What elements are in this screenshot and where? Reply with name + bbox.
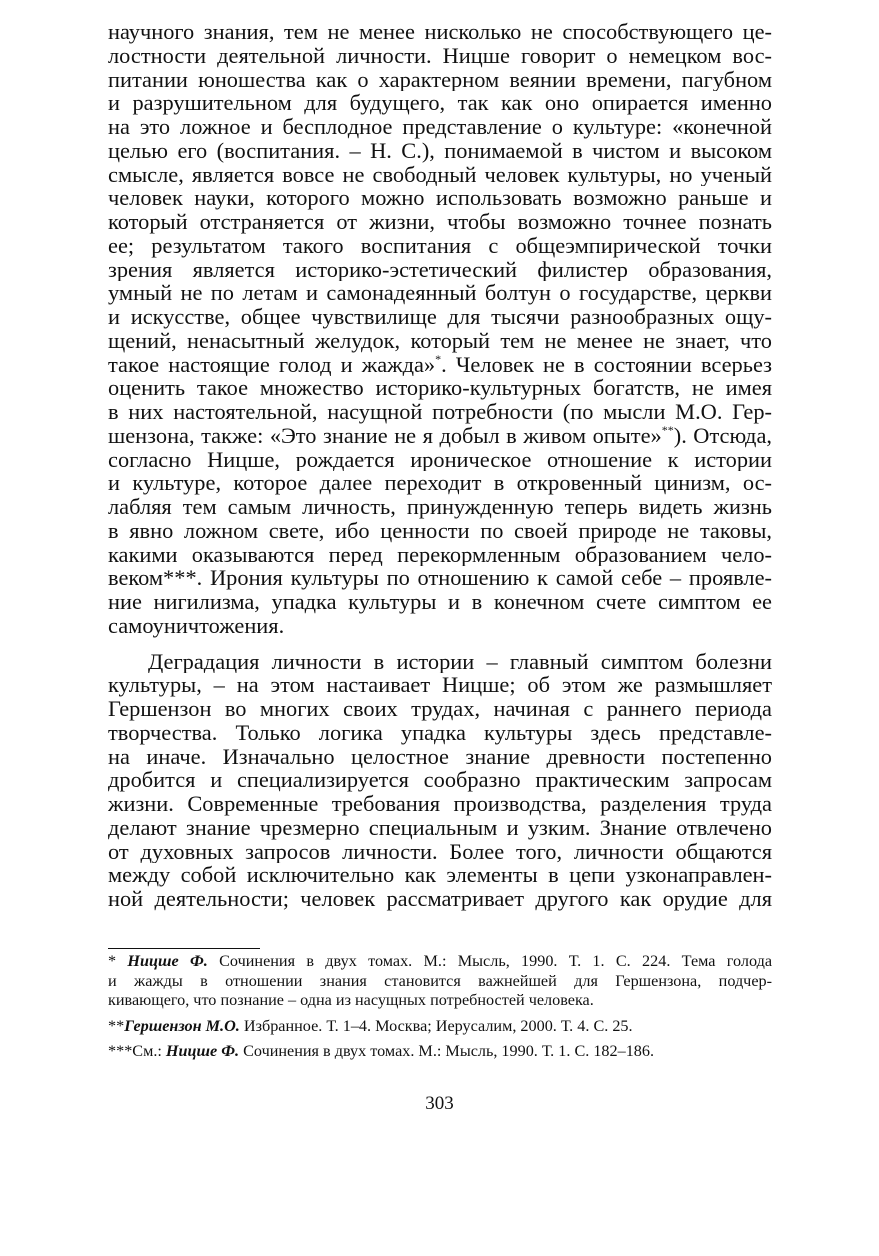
text-line: ее; результатом такого воспитания с общеэмпирической точки	[108, 233, 772, 258]
text-line: такое настоящие голод и жажда»*. Человек не в состоянии всерьез	[108, 352, 772, 377]
footnote-mark: *	[108, 952, 117, 970]
footnote-text: Сочинения в двух томах. М.: Мысль, 1990. Т. 1. С. 182–186.	[239, 1042, 655, 1060]
text-line: в явно ложном свете, ибо ценности по своей природе не таковы,	[108, 518, 772, 543]
footnote-rule	[108, 948, 260, 949]
text-line: культуры, – на этом настаивает Ницше; об этом же размышляет	[108, 673, 772, 697]
footnote-author: Ницше Ф.	[127, 952, 208, 970]
text-line: на это ложное и бесплодное представление о культуре: «конечной	[108, 115, 772, 139]
page-number: 303	[425, 1093, 454, 1114]
text-line: лабляя тем самым личность, принужденную теперь видеть жизнь	[108, 495, 772, 519]
footnote-author: Гершензон М.О.	[124, 1016, 240, 1035]
text-line: какими оказываются перед перекормленным образованием чело-	[108, 542, 772, 567]
text-line: оценить такое множество историко-культурных богатств, не имея	[108, 376, 772, 400]
footnote-mark: ***	[108, 1042, 133, 1060]
footnote-prefix: См.:	[132, 1042, 166, 1060]
text-line: веком***. Ирония культуры по отношению к самой себе – проявле-	[108, 566, 772, 590]
footnote-1	[108, 952, 772, 1011]
footnote-3	[108, 1042, 772, 1062]
footnote-ref: **	[661, 423, 674, 437]
footnote-line	[108, 1017, 772, 1037]
text-line: между собой исключительно как элементы в цепи узконаправлен-	[108, 863, 772, 887]
text-line: в них настоятельной, насущной потребности (по мысли М.О. Гер-	[108, 400, 772, 424]
text-line: человек науки, которого можно использовать возможно раньше и	[108, 186, 772, 210]
text-line: от духовных запросов личности. Более того, личности общаются	[108, 839, 772, 864]
footnote-line: и жажды в отношении знания становится важнейшей для Гершензона, подчер-	[108, 971, 772, 990]
text-line: и искусстве, общее чувствилище для тысячи разнообразных ощу-	[108, 305, 772, 329]
footnote-line	[108, 952, 772, 972]
footnote-author: Ницше Ф.	[165, 1042, 240, 1060]
text-line: зрения является историко-эстетический филистер образования,	[108, 257, 772, 282]
text-line: на иначе. Изначально целостное знание древности постепенно	[108, 744, 772, 769]
footnote-text: Избранное. Т. 1–4. Москва; Иерусалим, 2000. Т. 4. С. 25.	[239, 1016, 633, 1035]
footnote-line	[108, 1042, 772, 1062]
text-line: Деградация личности в истории – главный симптом болезни	[148, 649, 772, 674]
footnotes	[108, 952, 772, 1068]
footnote-mark: **	[108, 1016, 125, 1035]
main-text	[108, 20, 772, 911]
text-line: ной деятельности; человек рассматривает другого как орудие для	[108, 887, 772, 911]
text-line: творчества. Только логика упадка культуры здесь представле-	[108, 720, 772, 745]
text-line: научного знания, тем не менее нисколько не способствующего це-	[108, 20, 772, 44]
text-line: шензона, также: «Это знание не я добыл в живом опыте»**). Отсюда,	[108, 423, 772, 448]
text-line: смысле, является вовсе не свободный человек культуры, но ученый	[108, 162, 772, 187]
text-line: лостности деятельной личности. Ницше говорит о немецком вос-	[108, 43, 772, 68]
text-line: жизни. Современные требования производства, разделения труда	[108, 792, 772, 816]
text-line: умный не по летам и самонадеянный болтун о государстве, церкви	[108, 281, 772, 305]
text-line: дробится и специализируется сообразно практическим запросам	[108, 768, 772, 792]
footnote-line: кивающего, что познание – одна из насущных потребностей человека.	[108, 991, 594, 1009]
text-line: делают знание чрезмерно специальным и узким. Знание отвлечено	[108, 815, 772, 840]
text-line: Гершензон во многих своих трудах, начиная с раннего периода	[108, 697, 772, 721]
text-line: щений, ненасытный желудок, который тем не менее не знает, что	[108, 328, 772, 353]
text-line: самоуничтожения.	[108, 613, 285, 638]
footnote-ref: *	[435, 352, 442, 366]
text-line: питании юношества как о характерном веянии времени, пагубном	[108, 67, 772, 92]
text-line: который отстраняется от жизни, чтобы возможно точнее познать	[108, 210, 772, 234]
footnote-text: Сочинения в двух томах. М.: Мысль, 1990. Т. 1. С. 224. Тема голода	[207, 952, 772, 970]
text-line: ние нигилизма, упадка культуры и в конечном счете симптом ее	[108, 590, 772, 614]
footnote-2	[108, 1017, 772, 1037]
text-line: целью его (воспитания. – Н. С.), понимаемой в чистом и высоком	[108, 138, 772, 163]
text-line: и разрушительном для будущего, так как оно опирается именно	[108, 91, 772, 115]
text-line: и культуре, которое далее переходит в откровенный цинизм, ос-	[108, 471, 772, 495]
text-line: согласно Ницше, рождается ироническое отношение к истории	[108, 447, 772, 472]
